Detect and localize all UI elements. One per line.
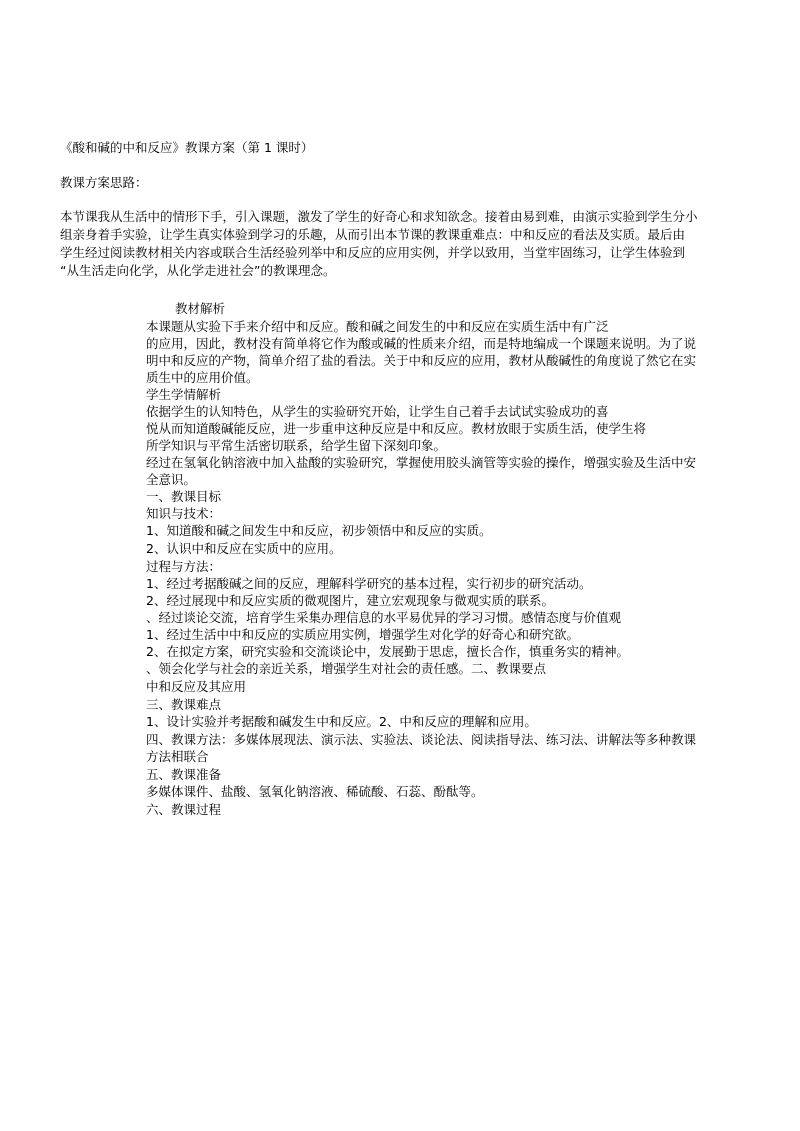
body-line: 方法相联合 bbox=[146, 749, 209, 764]
body-line: 悦从而知道酸碱能反应，进一步重申这种反应是中和反应。教材放眼于实质生活，使学生将 bbox=[146, 421, 647, 436]
body-line: 2、认识中和反应在实质中的应用。 bbox=[146, 541, 342, 556]
body-line: 经过在氢氧化钠溶液中加入盐酸的实验研究，掌握使用胶头滴管等实验的操作，增强实验及生活中安 bbox=[146, 455, 697, 470]
body-line: 四、教课方法：多媒体展现法、演示法、实验法、谈论法、阅读指导法、练习法、讲解法等多种教课 bbox=[146, 732, 697, 747]
body-line: 1、经过生活中中和反应的实质应用实例，增强学生对化学的好奇心和研究欲。 bbox=[146, 627, 579, 642]
section-heading: 教材解析 bbox=[175, 301, 226, 316]
body-line: 2、经过展现中和反应实质的微观图片，建立宏观现象与微观实质的联系。 bbox=[146, 593, 554, 608]
body-line: 、经过谈论交流，培育学生采集办理信息的水平易优异的学习习惯。感情态度与价值观 bbox=[146, 610, 622, 625]
body-line: 的应用，因此，教材没有简单将它作为酸或碱的性质来介绍，而是特地编成一个课题来说明。为了说 bbox=[146, 336, 697, 351]
body-line: 1、设计实验并考据酸和碱发生中和反应。2、中和反应的理解和应用。 bbox=[146, 714, 537, 729]
body-line: 六、教课过程 bbox=[146, 802, 222, 817]
body-line: 过程与方法： bbox=[146, 559, 222, 574]
body-line: 五、教课准备 bbox=[146, 767, 222, 782]
intro-line: 学生经过阅读教材相关内容或联合生活经验列举中和反应的应用实例，并学以致用，当堂牢固练习，让学生体验到 bbox=[60, 245, 686, 260]
intro-line: 组亲身着手实验，让学生真实体验到学习的乐趣，从而引出本节课的教课重难点：中和反应的看法及实质。最后由 bbox=[60, 227, 686, 242]
intro-line: “从生活走向化学，从化学走进社会”的教课理念。 bbox=[60, 263, 336, 278]
body-line: 依据学生的认知特色，从学生的实验研究开始，让学生自己着手去试试实验成功的喜 bbox=[146, 404, 609, 419]
plan-idea-heading: 教课方案思路： bbox=[60, 175, 148, 190]
body-line: 本课题从实验下手来介绍中和反应。酸和碱之间发生的中和反应在实质生活中有广泛 bbox=[146, 319, 609, 334]
body-line: 1、知道酸和碱之间发生中和反应，初步领悟中和反应的实质。 bbox=[146, 523, 492, 538]
body-line: 三、教课难点 bbox=[146, 697, 222, 712]
body-line: 、领会化学与社会的亲近关系，增强学生对社会的责任感。二、教课要点 bbox=[146, 661, 547, 676]
body-line: 所学知识与平常生活密切联系，给学生留下深刻印象。 bbox=[146, 438, 447, 453]
intro-line: 本节课我从生活中的情形下手，引入课题，激发了学生的好奇心和求知欲念。接着由易到难，由演示实验到学生分小 bbox=[60, 209, 698, 224]
body-line: 质生中的应用价值。 bbox=[146, 370, 259, 385]
body-line: 全意识。 bbox=[146, 472, 197, 487]
body-line: 多媒体课件、盐酸、氢氧化钠溶液、稀硫酸、石蕊、酚酞等。 bbox=[146, 784, 484, 799]
body-line: 一、教课目标 bbox=[146, 489, 222, 504]
body-line: 明中和反应的产物，简单介绍了盐的看法。关于中和反应的应用，教材从酸碱性的角度说了然它在实 bbox=[146, 353, 697, 368]
body-line: 1、经过考据酸碱之间的反应，理解科学研究的基本过程，实行初步的研究活动。 bbox=[146, 576, 592, 591]
body-line: 中和反应及其应用 bbox=[146, 679, 247, 694]
body-line: 学生学情解析 bbox=[146, 387, 222, 402]
body-line: 知识与技术： bbox=[146, 506, 222, 521]
body-line: 2、在拟定方案，研究实验和交流谈论中，发展勤于思虑，擅长合作，慎重务实的精神。 bbox=[146, 644, 629, 659]
document-title: 《酸和碱的中和反应》教课方案（第 1 课时） bbox=[60, 140, 314, 155]
